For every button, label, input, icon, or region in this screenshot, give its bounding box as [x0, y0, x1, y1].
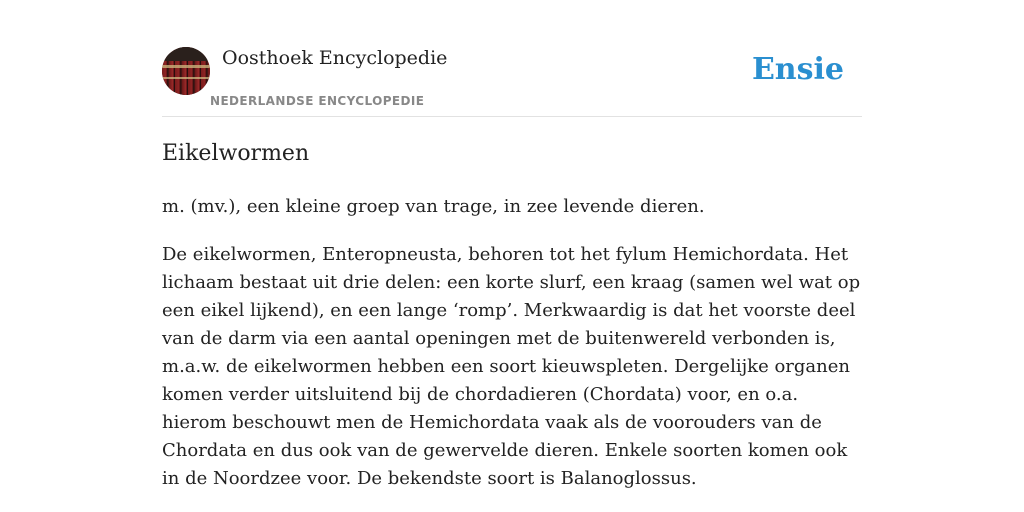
- article-intro: m. (mv.), een kleine groep van trage, in zee levende dieren.: [162, 196, 705, 217]
- page-title: Eikelwormen: [162, 141, 310, 166]
- avatar-band-bottom: [162, 77, 210, 79]
- avatar-band-top: [162, 65, 210, 68]
- encyclopedia-books-icon[interactable]: [162, 47, 210, 95]
- ensie-logo-link[interactable]: Ensie: [751, 52, 844, 87]
- article-body: De eikelwormen, Enteropneusta, behoren tot het fylum Hemichordata. Het lichaam bestaat uit drie delen: een korte slurf, een kraag (samen wel wat op een eikel lijkend), en een lange ‘romp’. Merkwaardig is dat het voorste deel van de darm via een aantal openingen met de buitenwereld verbonden is, m.a.w. de eikelwormen hebben een soort kieuwspleten. Dergelijke organen komen verder uitsluitend bij de chordadieren (Chordata) voor, en o.a. hierom beschouwt men de Hemichordata vaak als de voorouders van de Chordata en dus ook van de gewervelde dieren. Enkele soorten komen ook in de Noordzee voor. De bekendste soort is Balanoglossus.: [162, 244, 861, 489]
- avatar-shade: [162, 47, 210, 61]
- site-header: [162, 46, 862, 117]
- site-name-link[interactable]: Oosthoek Encyclopedie: [222, 47, 448, 69]
- site-subtitle: NEDERLANDSE ENCYCLOPEDIE: [210, 94, 425, 108]
